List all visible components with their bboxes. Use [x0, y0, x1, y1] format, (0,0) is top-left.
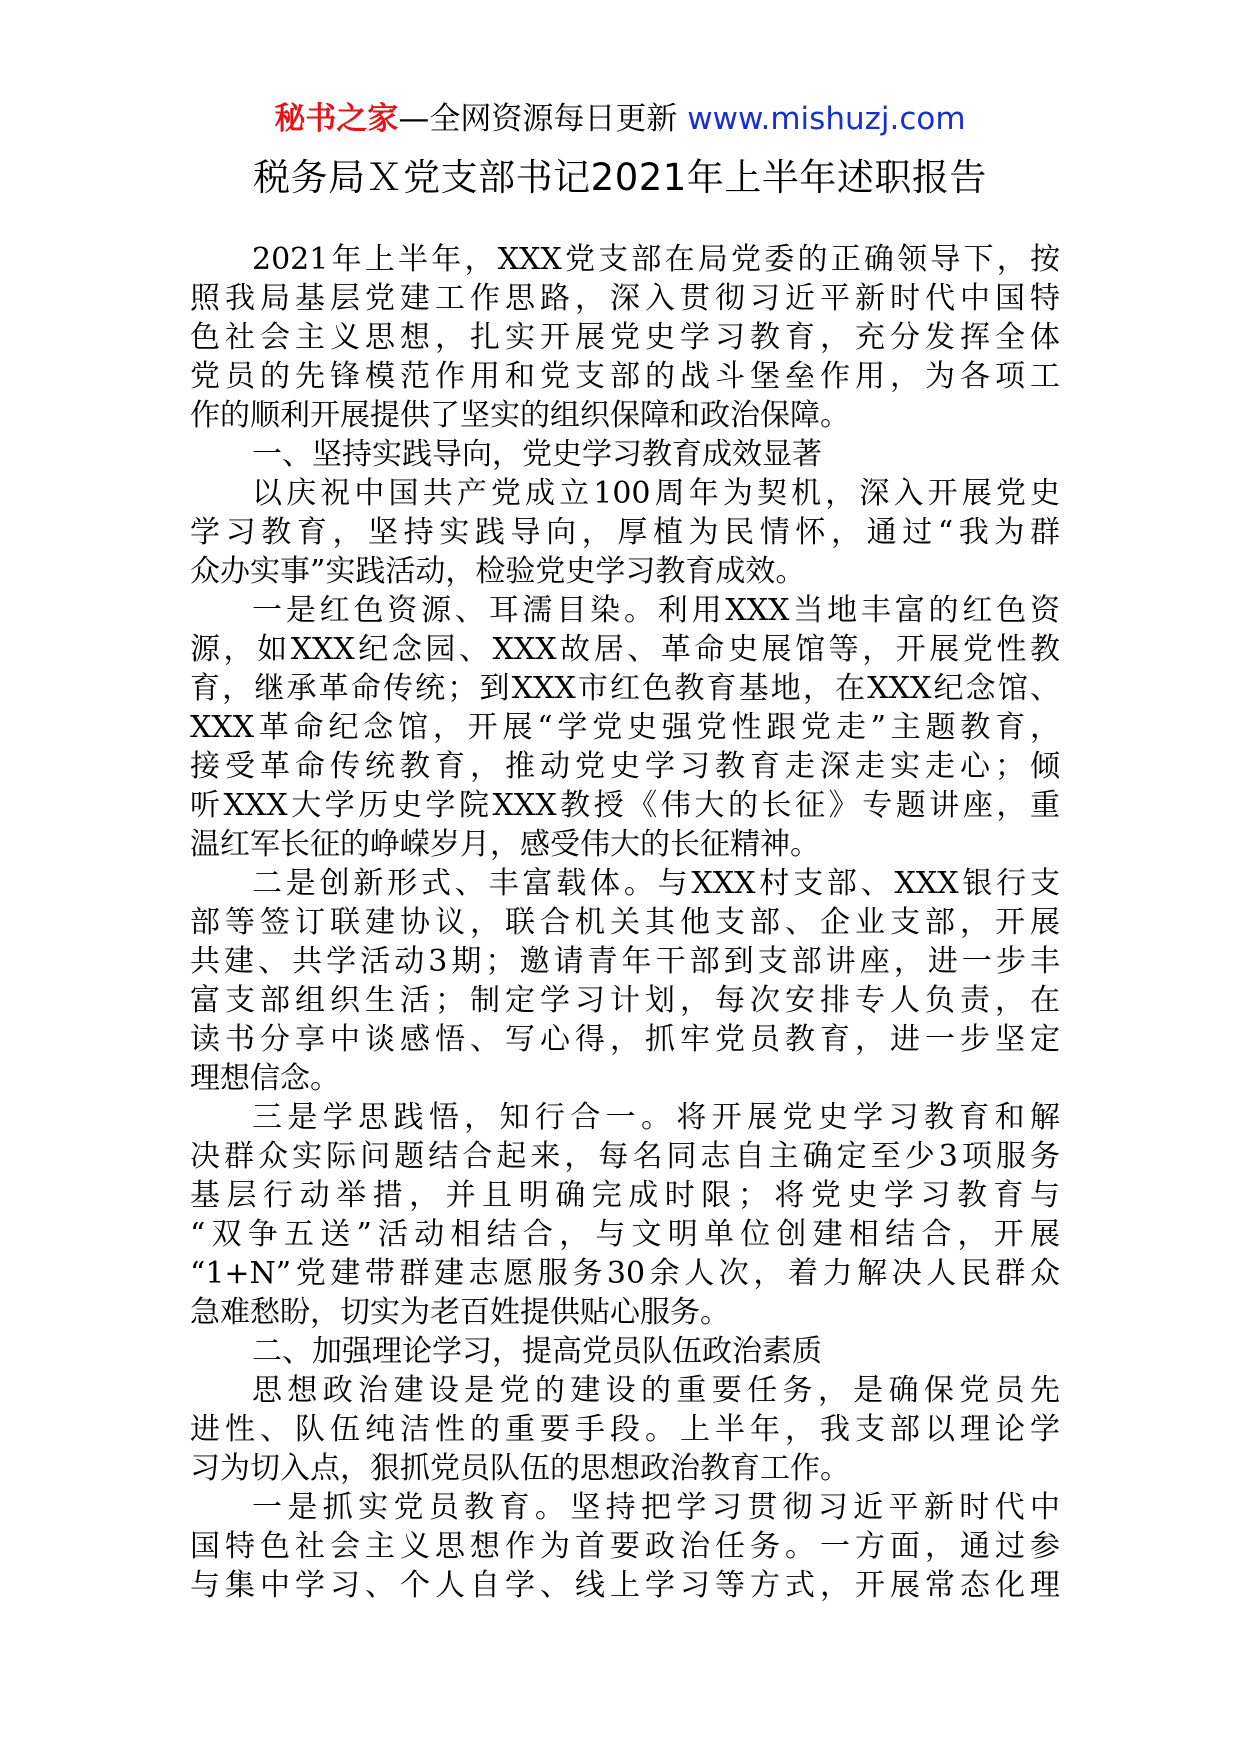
body-line: 二是创新形式、丰富载体。与XXX村支部、XXX银行支 — [252, 866, 1060, 901]
body-line: 习为切入点，狠抓党员队伍的思想政治教育工作。 — [190, 1451, 850, 1486]
site-banner — [0, 96, 1240, 142]
body-line: 理想信念。 — [190, 1061, 340, 1096]
body-line: 读书分享中谈感悟、写心得，抓牢党员教育，进一步坚定 — [190, 1022, 1060, 1057]
body-line: 进性、队伍纯洁性的重要手段。上半年，我支部以理论学 — [190, 1412, 1060, 1447]
body-line: 照我局基层党建工作思路，深入贯彻习近平新时代中国特 — [190, 281, 1060, 316]
body-line: 国特色社会主义思想作为首要政治任务。一方面，通过参 — [190, 1529, 1060, 1564]
site-url-link[interactable]: www.mishuzj.com — [687, 101, 966, 137]
body-line: 共建、共学活动3期；邀请青年干部到支部讲座，进一步丰 — [190, 944, 1060, 979]
body-line: 以庆祝中国共产党成立100周年为契机，深入开展党史 — [252, 476, 1060, 511]
body-line: 2021年上半年，XXX党支部在局党委的正确领导下，按 — [252, 242, 1060, 277]
body-line: 富支部组织生活；制定学习计划，每次安排专人负责，在 — [190, 983, 1060, 1018]
body-line: 温红军长征的峥嵘岁月，感受伟大的长征精神。 — [190, 827, 820, 862]
body-line: 急难愁盼，切实为老百姓提供贴心服务。 — [190, 1295, 730, 1330]
body-line: 作的顺利开展提供了坚实的组织保障和政治保障。 — [190, 398, 850, 433]
body-line: 一是红色资源、耳濡目染。利用XXX当地丰富的红色资 — [252, 593, 1060, 628]
document-title: 税务局Ｘ党支部书记2021年上半年述职报告 — [253, 156, 987, 199]
body-line: “双争五送”活动相结合，与文明单位创建相结合，开展 — [190, 1217, 1060, 1252]
banner-tagline: —全网资源每日更新 — [398, 101, 688, 137]
body-line: 与集中学习、个人自学、线上学习等方式，开展常态化理 — [190, 1568, 1060, 1603]
body-line: 接受革命传统教育，推动党史学习教育走深走实走心；倾 — [190, 749, 1060, 784]
body-line: 决群众实际问题结合起来，每名同志自主确定至少3项服务 — [190, 1139, 1060, 1174]
body-line: XXX革命纪念馆，开展“学党史强党性跟党走”主题教育， — [190, 710, 1060, 745]
body-line: 色社会主义思想，扎实开展党史学习教育，充分发挥全体 — [190, 320, 1060, 355]
body-line: 学习教育，坚持实践导向，厚植为民情怀，通过“我为群 — [190, 515, 1060, 550]
brand-name: 秘书之家 — [274, 101, 399, 137]
body-line: 听XXX大学历史学院XXX教授《伟大的长征》专题讲座，重 — [190, 788, 1060, 823]
body-line: 源，如XXX纪念园、XXX故居、革命史展馆等，开展党性教 — [190, 632, 1060, 667]
body-line: 一是抓实党员教育。坚持把学习贯彻习近平新时代中 — [252, 1490, 1060, 1525]
document-body — [190, 240, 1060, 1605]
body-line: 党员的先锋模范作用和党支部的战斗堡垒作用，为各项工 — [190, 359, 1060, 394]
body-line: 基层行动举措，并且明确完成时限；将党史学习教育与 — [190, 1178, 1060, 1213]
body-line: 众办实事”实践活动，检验党史学习教育成效。 — [190, 554, 806, 589]
body-line: 二、加强理论学习，提高党员队伍政治素质 — [252, 1334, 822, 1369]
body-line: 一、坚持实践导向，党史学习教育成效显著 — [252, 437, 822, 472]
body-line: 三是学思践悟，知行合一。将开展党史学习教育和解 — [252, 1100, 1060, 1135]
body-line: 育，继承革命传统；到XXX市红色教育基地，在XXX纪念馆、 — [190, 671, 1060, 706]
body-line: 部等签订联建协议，联合机关其他支部、企业支部，开展 — [190, 905, 1060, 940]
body-line: “1+N”党建带群建志愿服务30余人次，着力解决人民群众 — [190, 1256, 1060, 1291]
body-line: 思想政治建设是党的建设的重要任务，是确保党员先 — [252, 1373, 1060, 1408]
